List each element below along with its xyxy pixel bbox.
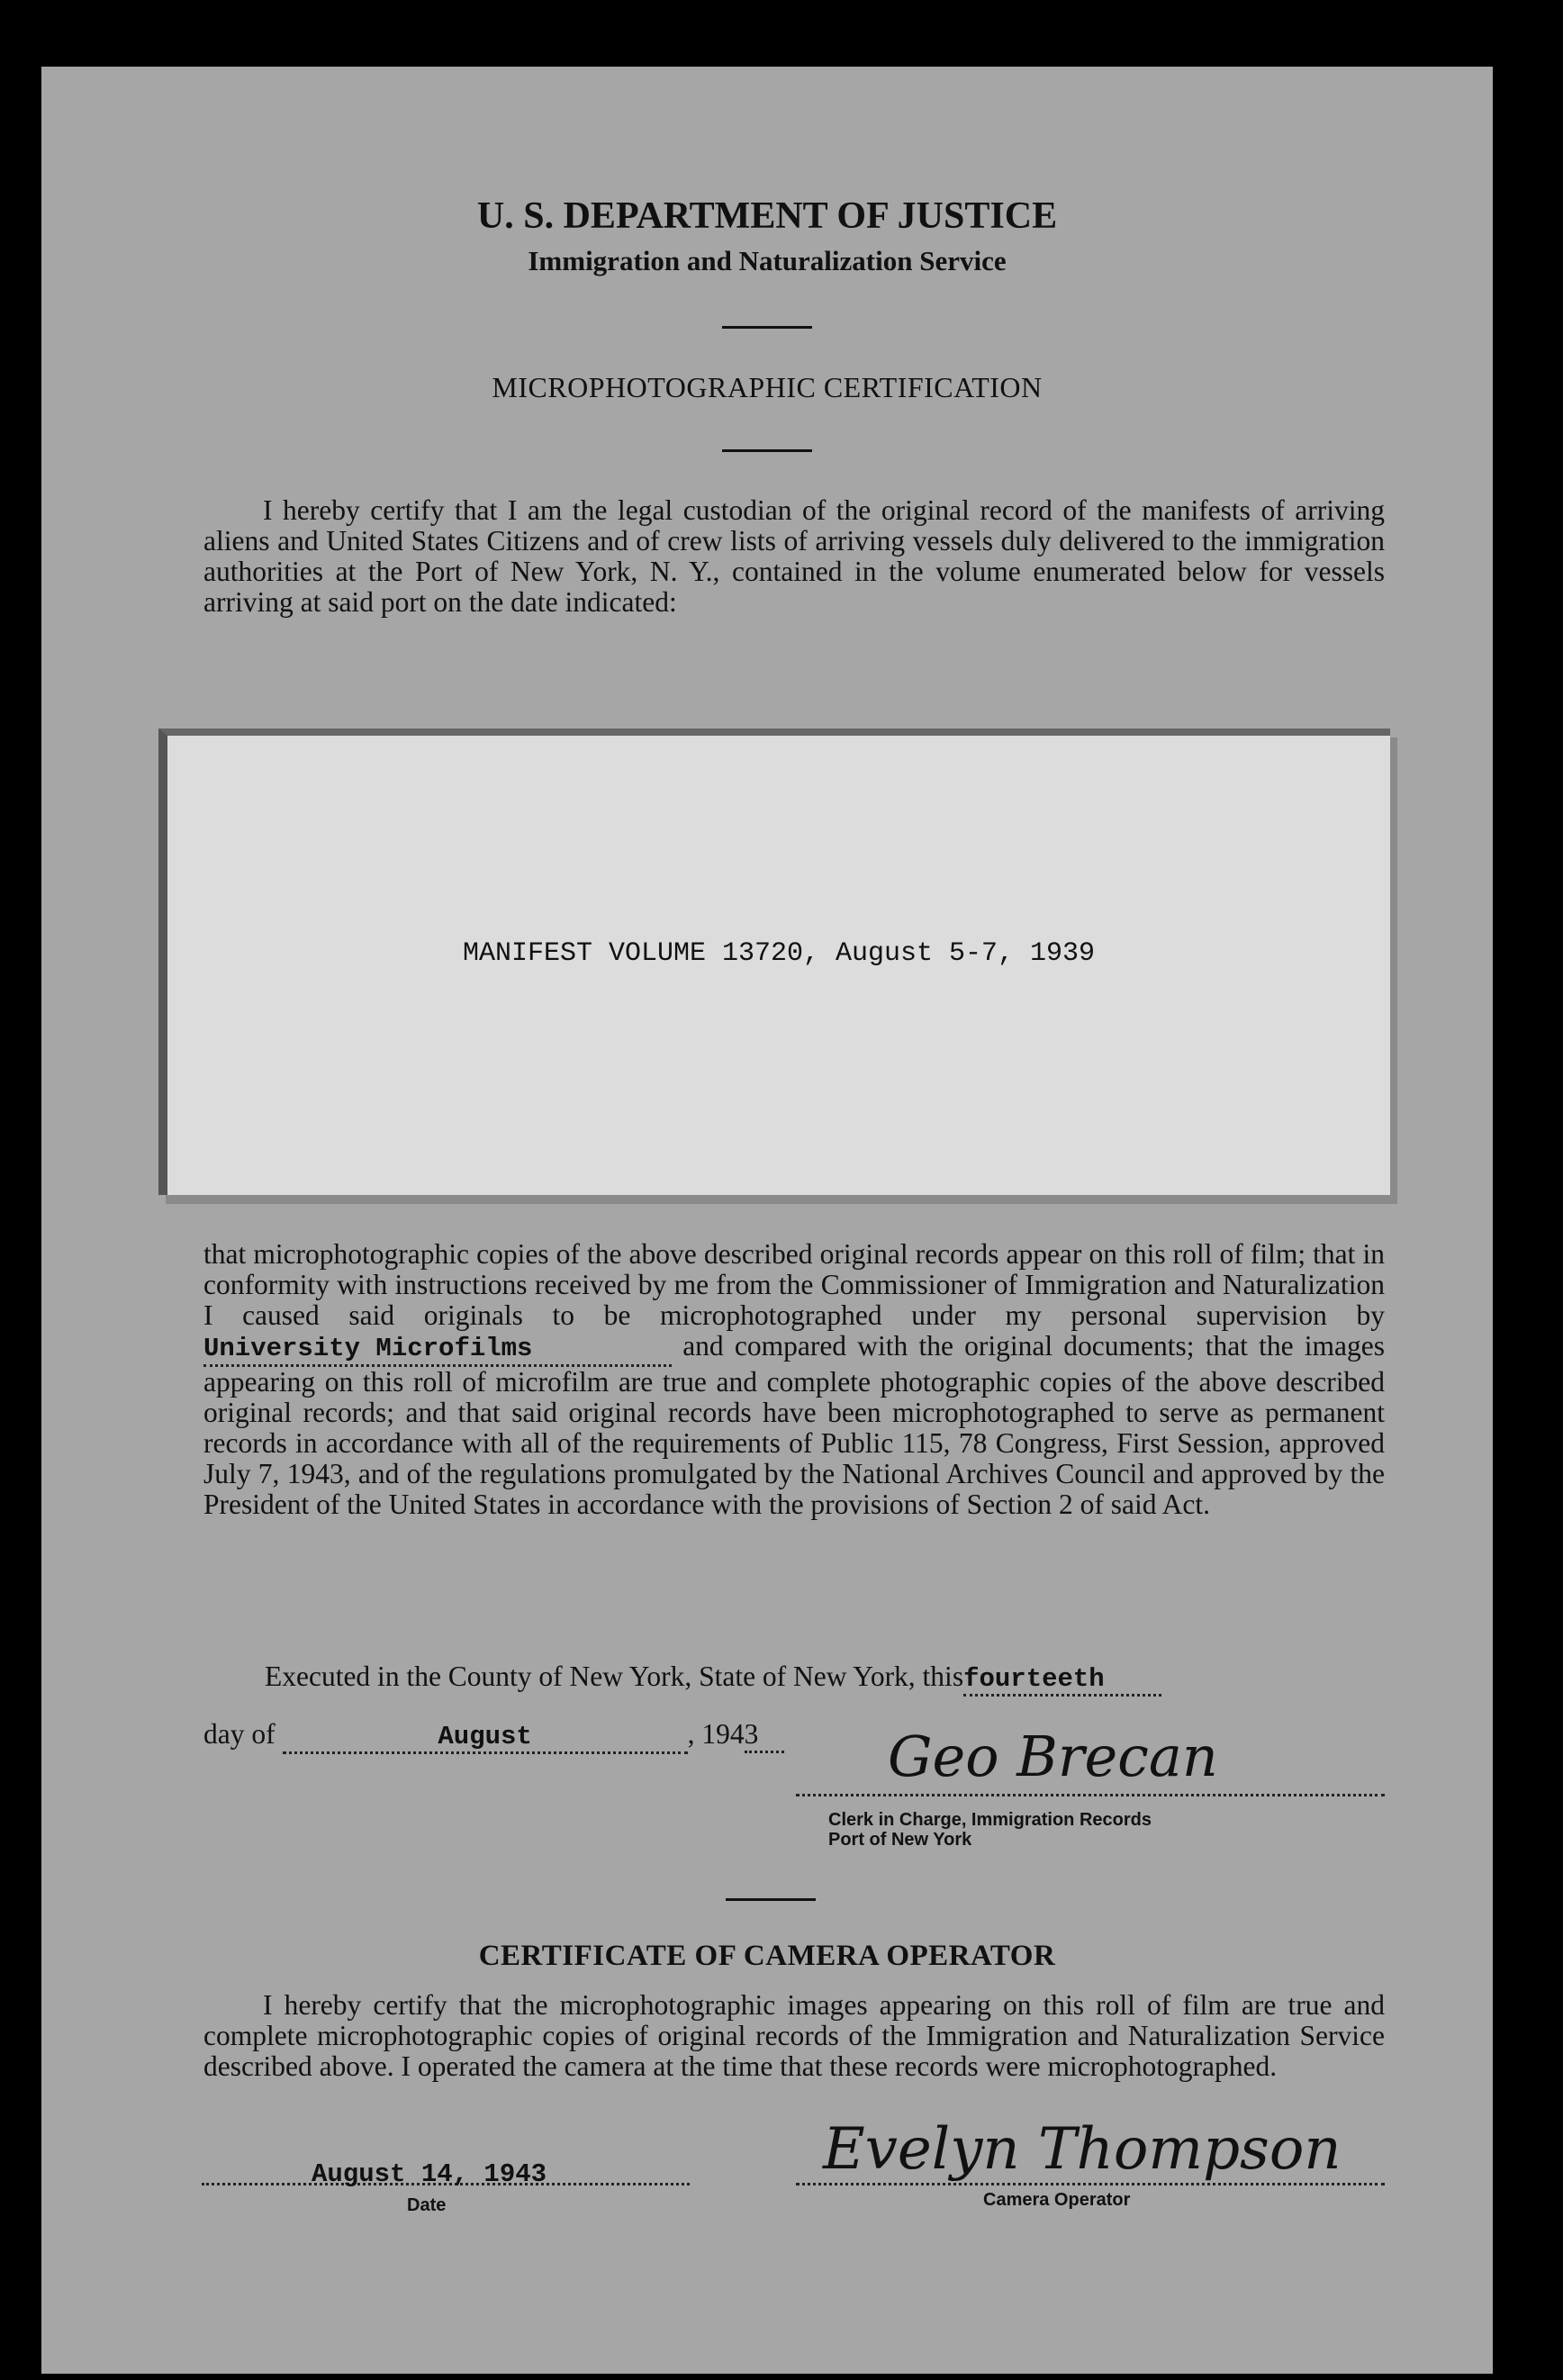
operator-signature: Evelyn Thompson (823, 2116, 1342, 2183)
certification-title: MICROPHOTOGRAPHIC CERTIFICATION (492, 371, 1043, 403)
camera-operator-heading: CERTIFICATE OF CAMERA OPERATOR (478, 1940, 1056, 1972)
intro-paragraph: I hereby certify that I am the legal custodian of the original record of the manifests of arriving aliens and United States Citizens and of crew lists of arriving vessels duly delivered to the immigration authorities at the Port of New York, N. Y., contained in the volume enumerated below for vessels arriving at said port on the date indicated: (203, 494, 1385, 618)
divider-rule (722, 326, 812, 329)
clerk-signature-line (796, 1794, 1385, 1796)
year-prefix: , 194 (687, 1718, 745, 1750)
certificate-sheet (41, 67, 1493, 2374)
divider-rule (722, 449, 812, 452)
divider-rule (726, 1898, 816, 1901)
clerk-title-line1: Clerk in Charge, Immigration Records (828, 1810, 1152, 1830)
operator-signature-line (796, 2183, 1385, 2185)
department-heading: U. S. DEPARTMENT OF JUSTICE (476, 195, 1058, 237)
execution-line (265, 1661, 1385, 1697)
manifest-volume-label: MANIFEST VOLUME 13720, August 5-7, 1939 (462, 938, 1096, 969)
body-part1: that microphotographic copies of the above described original records appear on this roll of film; that in conformity with instructions received by me from the Commissioner of Immigration and Naturalization I caused said originals to be microphotographed under my personal supervision by (203, 1238, 1385, 1331)
day-of-label: day of (203, 1718, 276, 1750)
execution-month-line (203, 1718, 784, 1754)
certification-body (203, 1239, 1385, 1520)
supervisor-value: University Microfilms (203, 1334, 533, 1363)
year-digit-value: 3 (744, 1718, 759, 1750)
clerk-title-line2: Port of New York (828, 1830, 972, 1850)
execution-day-field (963, 1661, 1161, 1697)
camera-operator-paragraph: I hereby certify that the microphotographic images appearing on this roll of film are true and complete microphotographic copies of original records of the Immigration and Naturalization Service described above. I operated the camera at the time that these records were microphotographed. (203, 1989, 1385, 2082)
service-subheading: Immigration and Naturalization Service (528, 245, 1007, 276)
operator-date-value: August 14, 1943 (312, 2159, 547, 2189)
year-digit-field (745, 1718, 784, 1753)
execution-day-value: fourteeth (963, 1664, 1105, 1694)
execution-month-field (283, 1718, 688, 1754)
execution-month-value: August (438, 1722, 532, 1751)
volume-label-panel (158, 728, 1390, 1195)
operator-signature-label: Camera Operator (983, 2190, 1131, 2210)
date-label: Date (407, 2195, 447, 2215)
supervisor-field (203, 1331, 672, 1367)
clerk-signature: Geo Brecan (888, 1724, 1218, 1789)
body-part2: and compared with the original documents; that the images appearing on this roll of microfilm are true and complete photographic copies of the above described original records; and that said original records have been microphotographed to serve as permanent records in accordance with all of the requirements of Public 115, 78 Congress, First Session, approved July 7, 1943, and of the regulations promulgated by the National Archives Council and approved by the President of the United States in accordance with the provisions of Section 2 of said Act. (203, 1330, 1386, 1520)
execution-text: Executed in the County of New York, State of New York, this (265, 1661, 964, 1692)
clerk-title (828, 1810, 1152, 1850)
